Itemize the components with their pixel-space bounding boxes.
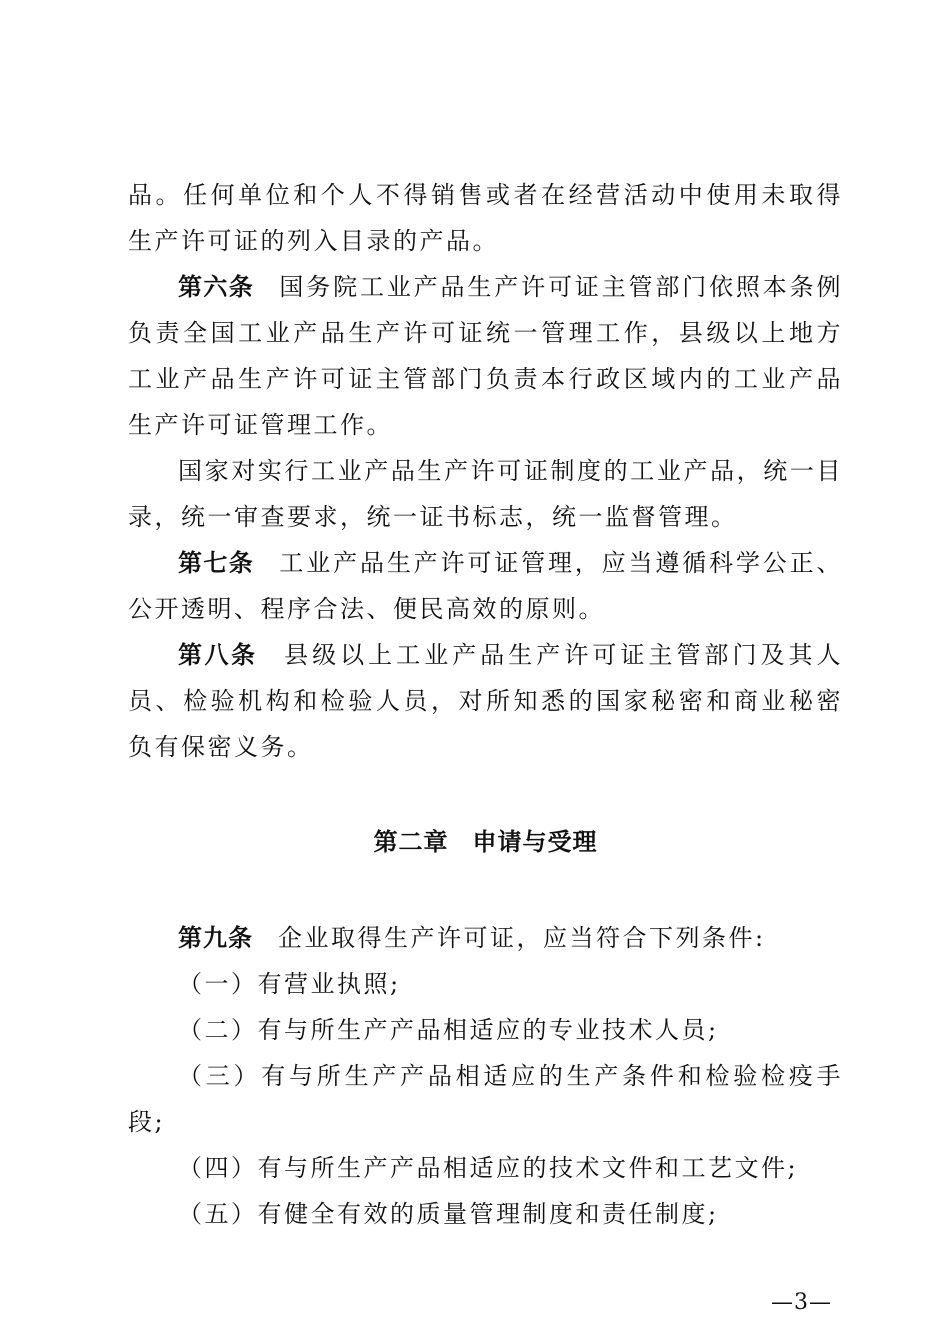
article-6-text: 国务院工业产品生产许可证主管部门依照本条例负责全国工业产品生产许可证统一管理工作，县级以上地方工业产品生产许可证主管部门负责本行政区域内的工业产品生产许可证管理工作。 <box>128 273 843 439</box>
article-9-text: 企业取得生产许可证，应当符合下列条件: <box>278 924 766 952</box>
article-8-label: 第八条 <box>178 641 258 669</box>
continuation-paragraph: 品。任何单位和个人不得销售或者在经营活动中使用未取得生产许可证的列入目录的产品。 <box>128 181 843 255</box>
document-body <box>128 172 843 1237</box>
article-7-text: 工业产品生产许可证管理，应当遵循科学公正、公开透明、程序合法、便民高效的原则。 <box>128 549 843 623</box>
chapter-number: 第二章 <box>373 828 449 856</box>
article-6-label: 第六条 <box>178 273 255 301</box>
article-9-item-1: （一）有营业执照; <box>178 970 401 998</box>
chapter-title: 申请与受理 <box>472 828 598 856</box>
article-8-text: 县级以上工业产品生产许可证主管部门及其人员、检验机构和检验人员，对所知悉的国家秘密和商业秘密负有保密义务。 <box>128 641 844 761</box>
page-number: —3— <box>771 1290 832 1315</box>
article-9-item-3: （三）有与所生产产品相适应的生产条件和检验检疫手段; <box>128 1062 843 1136</box>
article-6-paragraph-2: 国家对实行工业产品生产许可证制度的工业产品，统一目录，统一审查要求，统一证书标志，统一监督管理。 <box>128 457 843 531</box>
article-6-paragraph <box>128 264 843 448</box>
chapter-heading <box>128 819 843 865</box>
article-9-item-5: （五）有健全有效的质量管理制度和责任制度; <box>178 1200 719 1228</box>
article-7-paragraph <box>128 540 843 632</box>
article-7-label: 第七条 <box>178 549 255 577</box>
article-8-paragraph <box>128 632 843 770</box>
article-9-item-4: （四）有与所生产产品相适应的技术文件和工艺文件; <box>178 1154 799 1182</box>
article-9-item-2: （二）有与所生产产品相适应的专业技术人员; <box>178 1016 719 1044</box>
article-9-label: 第九条 <box>178 924 253 952</box>
article-9-paragraph <box>128 915 843 961</box>
